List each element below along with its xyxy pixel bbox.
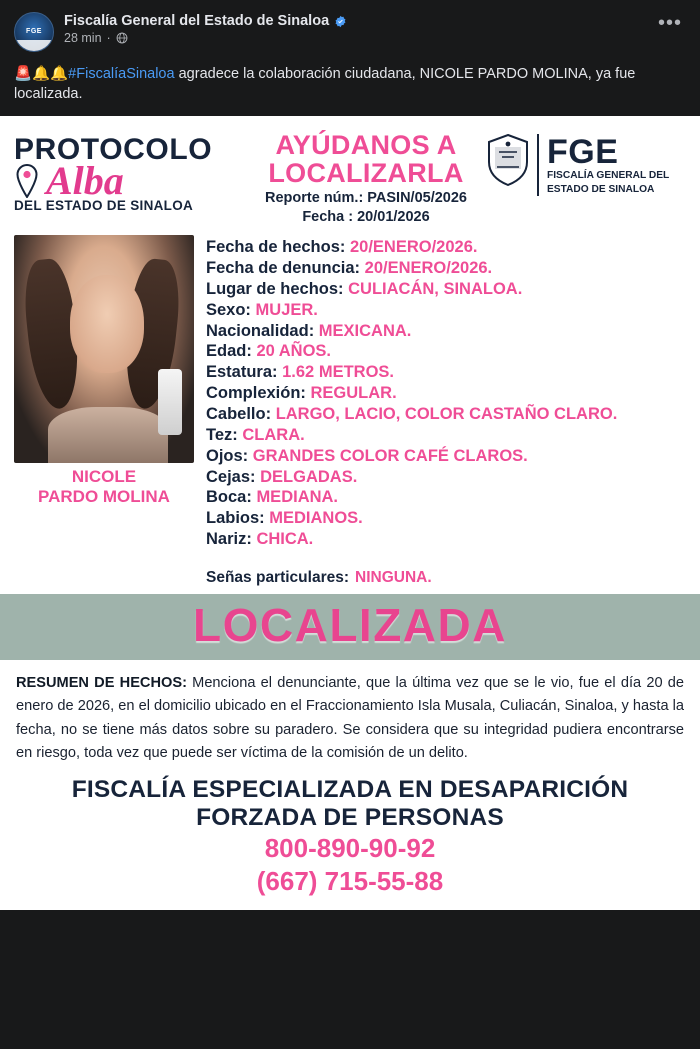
detail-label: Labios: [206,509,265,528]
alba-word: Alba [46,157,124,203]
details-list [206,235,686,587]
fge-acronym: FGE [547,133,619,171]
post-meta [64,31,654,45]
alba-row [14,157,246,203]
detail-value: 1.62 METROS. [282,363,394,382]
caption-emoji: 🚨🔔🔔 [14,66,69,82]
flyer-header [0,116,700,229]
senas-value: NINGUNA. [355,568,432,586]
detail-label: Nariz: [206,530,252,549]
detail-label: Cejas: [206,467,256,486]
page-name-row [64,13,654,29]
detail-row [206,508,686,529]
location-pin-icon [14,164,40,198]
detail-row [206,258,686,279]
detail-label: Estatura: [206,363,278,382]
photo-column [14,235,194,587]
detail-value: CLARA. [242,425,305,444]
detail-label: Fecha de denuncia: [206,258,361,277]
detail-value: REGULAR. [310,384,397,403]
meta-separator: · [106,31,111,45]
fge-seal-icon [486,134,530,186]
person-name-line-1: NICOLE [71,467,137,487]
resumen-de-hechos [0,660,700,775]
resumen-label: RESUMEN DE HECHOS: [16,674,187,691]
post-header-text [64,12,654,45]
fge-name-line-1: FISCALÍA GENERAL DEL [547,170,670,182]
footer-phone-2[interactable]: (667) 715-55-88 [256,865,444,896]
flyer-body [0,229,700,593]
detail-value: MUJER. [255,300,318,319]
fge-name-line-2: ESTADO DE SINALOA [547,184,655,196]
detail-value: MEXICANA. [318,321,412,340]
detail-value: 20/ENERO/2026. [349,238,478,257]
detail-row [206,467,686,488]
detail-row [206,341,686,362]
detail-label: Lugar de hechos: [206,279,344,298]
protocolo-alba-logo [14,130,246,213]
detail-label: Sexo: [206,300,251,319]
protocolo-word: PROTOCOLO [14,133,213,166]
detail-row [206,446,686,467]
globe-icon [116,32,128,44]
detail-value: 20/ENERO/2026. [364,258,493,277]
detail-row [206,279,686,300]
detail-value: CHICA. [256,530,314,549]
status-band [0,594,700,660]
detail-label: Fecha de hechos: [206,238,346,257]
footer-line-2: FORZADA DE PERSONAS [196,803,504,831]
detail-value: CULIACÁN, SINALOA. [348,279,523,298]
footer-phone-1[interactable]: 800-890-90-92 [264,832,436,863]
detail-label: Boca: [206,488,252,507]
verified-badge-icon [334,15,347,28]
detail-row [206,383,686,404]
footer-line-1: FISCALÍA ESPECIALIZADA EN DESAPARICIÓN [71,776,629,804]
fge-text-block [537,134,669,196]
detail-value: DELGADAS. [260,467,358,486]
detail-label: Complexión: [206,384,306,403]
post-timestamp[interactable]: 28 min [64,31,102,45]
detail-label: Tez: [206,425,238,444]
post-header [0,0,700,56]
detail-label: Nacionalidad: [206,321,315,340]
page-avatar[interactable] [14,12,54,52]
senas-particulares-row [206,568,686,588]
detail-row [206,300,686,321]
caption-hashtag[interactable]: #FiscalíaSinaloa [68,66,175,82]
caption-text: agradece la colaboración ciudadana, NICOLE PARDO MOLINA, ya fue localizada. [14,66,636,102]
detail-value: GRANDES COLOR CAFÉ CLAROS. [252,446,528,465]
report-date: Fecha : 20/01/2026 [302,209,430,226]
detail-row [206,425,686,446]
detail-value: 20 AÑOS. [256,342,332,361]
resumen-text: Menciona el denunciante, que la última vez que se le vio, fue el día 20 de enero de 2026, en el domicilio ubicado en el Fraccionamiento Isla Musala, Culiacán, Sinaloa, y hasta la fecha, no se tiene más datos sobre su paradero. Se considera que su integridad pudiera encontrarse en riesgo, toda vez que puede ser víctima de la comisión de un delito. [16,674,684,762]
avatar-logo-text: FGE [26,28,42,36]
missing-person-photo [14,235,194,463]
more-options-icon[interactable]: ••• [657,12,682,34]
detail-row [206,487,686,508]
detail-row [206,404,686,425]
report-number: Reporte núm.: PASIN/05/2026 [265,190,467,207]
headline-line-2: LOCALIZARLA [268,157,464,188]
page-name[interactable]: Fiscalía General del Estado de Sinaloa [64,13,330,29]
detail-value: MEDIANOS. [269,509,363,528]
detail-label: Cabello: [206,404,272,423]
fge-logo [486,130,686,196]
detail-row [206,321,686,342]
headline-line-1: AYÚDANOS A [275,130,457,160]
flyer-footer [0,774,700,910]
detail-label: Ojos: [206,446,249,465]
status-badge: LOCALIZADA [193,598,507,651]
detail-row [206,529,686,550]
senas-label: Señas particulares: [206,568,350,586]
detail-value: MEDIANA. [256,488,339,507]
detail-label: Edad: [206,342,252,361]
detail-row [206,362,686,383]
post-caption [0,56,700,116]
detail-value: LARGO, LACIO, COLOR CASTAÑO CLARO. [275,404,618,423]
flyer-headline [252,130,480,225]
person-name-line-2: PARDO MOLINA [38,486,170,506]
detail-row [206,237,686,258]
alba-subtitle: DEL ESTADO DE SINALOA [14,197,194,213]
person-name [14,467,194,506]
flyer-image[interactable] [0,116,700,910]
